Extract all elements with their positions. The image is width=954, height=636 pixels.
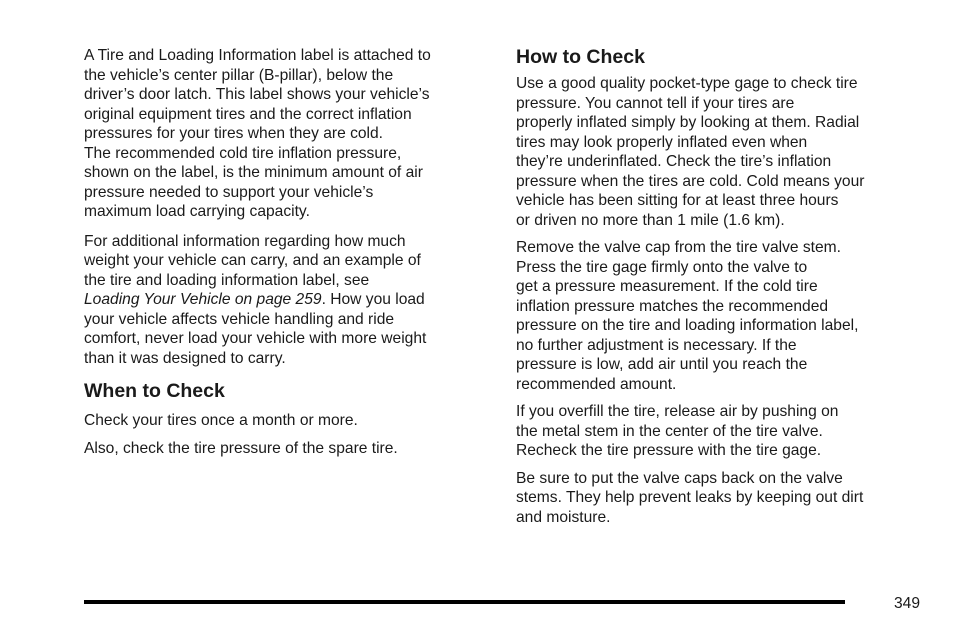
- cold-pressure-paragraph: The recommended cold tire inflation pressure, shown on the label, is the minimum amount of air pressure needed to support your vehicle’s maximum load carrying capacity.: [84, 144, 423, 220]
- tire-label-paragraph: A Tire and Loading Information label is attached to the vehicle’s center pillar (B-pillar), below the driver’s door latch. This label shows your vehicle’s original equipment tires and the correct inflation pressures for your tires when they are cold.: [84, 47, 431, 142]
- load-info-text-start: For additional information regarding how much weight your vehicle can carry, and an example of the tire and loading information label, see: [84, 232, 421, 289]
- load-info-paragraph: [84, 232, 494, 369]
- how-to-check-heading: How to Check: [516, 46, 645, 68]
- monthly-check-paragraph: Check your tires once a month or more.: [84, 412, 358, 429]
- load-info-text-end: . How you load your vehicle affects vehicle handling and ride comfort, never load your vehicle with more weight than it was designed to carry.: [84, 291, 427, 367]
- valve-cap-paragraph: Remove the valve cap from the tire valve stem. Press the tire gage firmly onto the valve to get a pressure measurement. If the cold tire inflation pressure matches the recommended pressure on the tire and loading information label, no further adjustment is necessary. If the pressure is low, add air until you reach the recommended amount.: [516, 239, 859, 393]
- right-column: [516, 46, 926, 535]
- replace-caps-paragraph: Be sure to put the valve caps back on the valve stems. They help prevent leaks by keeping out dirt and moisture.: [516, 469, 864, 526]
- page-number: 349: [893, 595, 920, 612]
- gage-paragraph: Use a good quality pocket-type gage to check tire pressure. You cannot tell if your tires are properly inflated simply by looking at them. Radial tires may look properly inflated even when they’re underinflated. Check the tire’s inflation pressure when the tires are cold. Cold means your vehicle has been sitting for at least three hours or driven no more than 1 mile (1.6 km).: [516, 75, 865, 229]
- overfill-paragraph: If you overfill the tire, release air by pushing on the metal stem in the center of the tire valve. Recheck the tire pressure with the tire gage.: [516, 403, 839, 459]
- when-to-check-heading: When to Check: [84, 380, 225, 402]
- loading-vehicle-reference: Loading Your Vehicle on page 259: [84, 291, 322, 308]
- spare-tire-paragraph: Also, check the tire pressure of the spare tire.: [84, 439, 398, 457]
- footer-rule: [84, 600, 845, 604]
- left-column: [84, 46, 494, 466]
